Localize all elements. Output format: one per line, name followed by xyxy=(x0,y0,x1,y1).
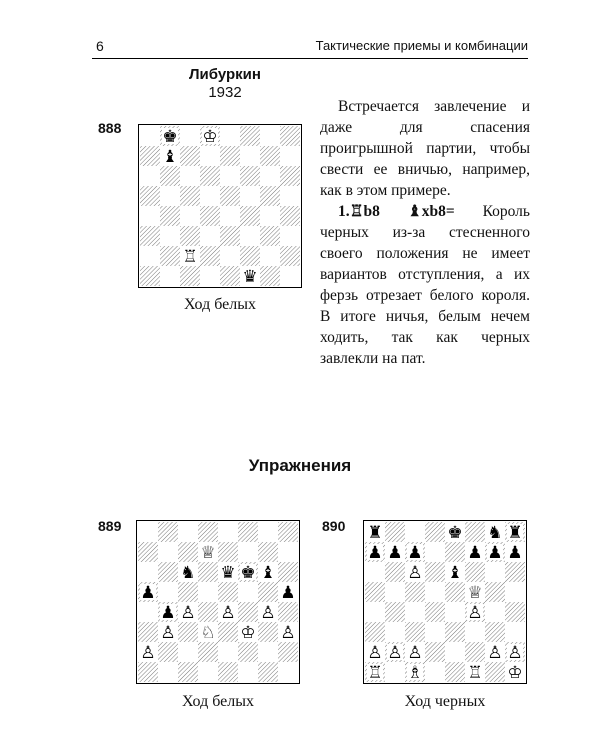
dark-square xyxy=(258,582,278,602)
dark-square xyxy=(240,206,260,226)
dark-square xyxy=(445,582,465,602)
white-rook-c2: ♖ xyxy=(182,247,198,267)
dark-square xyxy=(178,662,198,682)
dark-square xyxy=(425,642,445,662)
black-king-b8: ♚ xyxy=(162,127,178,147)
dark-square xyxy=(180,226,200,246)
problem-889-board xyxy=(136,520,300,684)
problem-890-board xyxy=(363,520,527,684)
black-pawn-h7: ♟ xyxy=(507,543,523,563)
dark-square xyxy=(485,582,505,602)
problem-890-number: 890 xyxy=(322,518,346,534)
dark-square xyxy=(280,166,300,186)
dark-square xyxy=(220,266,240,286)
dark-square xyxy=(218,622,238,642)
dark-square xyxy=(278,522,298,542)
problem-888-caption: Ход белых xyxy=(184,296,256,313)
commentary-paragraph-2-text: Король черных из-за стесненного своего положения не имеет вариантов отступления, а их ферзь отрезает белого короля. В итоге ничья, белым нечем ходить, так как черных завлекли на пат. xyxy=(320,203,530,367)
black-bishop-g6: ♝ xyxy=(260,563,276,583)
running-title: Тактические приемы и комбинации xyxy=(315,38,528,53)
problem-888-number: 888 xyxy=(98,120,122,136)
black-pawn-f7: ♟ xyxy=(467,543,483,563)
dark-square xyxy=(178,542,198,562)
dark-square xyxy=(198,522,218,542)
dark-square xyxy=(445,622,465,642)
dark-square xyxy=(278,562,298,582)
dark-square xyxy=(445,542,465,562)
dark-square xyxy=(178,622,198,642)
dark-square xyxy=(260,186,280,206)
dark-square xyxy=(280,246,300,266)
dark-square xyxy=(365,622,385,642)
dark-square xyxy=(140,186,160,206)
dark-square xyxy=(260,266,280,286)
dark-square xyxy=(405,622,425,642)
dark-square xyxy=(218,542,238,562)
dark-square xyxy=(278,602,298,622)
dark-square xyxy=(218,662,238,682)
white-pawn-h3: ♙ xyxy=(280,623,296,643)
header-rule xyxy=(92,58,528,59)
dark-square xyxy=(385,522,405,542)
dark-square xyxy=(160,206,180,226)
dark-square xyxy=(465,522,485,542)
black-pawn-h5: ♟ xyxy=(280,583,296,603)
commentary-paragraph-2 xyxy=(320,201,530,369)
dark-square xyxy=(485,662,505,682)
white-pawn-e4: ♙ xyxy=(220,603,236,623)
dark-square xyxy=(220,186,240,206)
black-pawn-b4: ♟ xyxy=(160,603,176,623)
dark-square xyxy=(198,642,218,662)
dark-square xyxy=(160,246,180,266)
dark-square xyxy=(138,662,158,682)
dark-square xyxy=(280,126,300,146)
problem-888-commentary xyxy=(320,96,530,369)
dark-square xyxy=(465,562,485,582)
dark-square xyxy=(505,602,525,622)
dark-square xyxy=(220,226,240,246)
problem-888-board xyxy=(138,124,302,288)
dark-square xyxy=(160,166,180,186)
dark-square xyxy=(138,542,158,562)
dark-square xyxy=(158,562,178,582)
white-bishop-c1: ♗ xyxy=(407,663,423,683)
dark-square xyxy=(158,522,178,542)
black-queen-f1: ♛ xyxy=(242,267,258,287)
white-king-d8: ♔ xyxy=(202,127,218,147)
dark-square xyxy=(258,662,278,682)
black-pawn-a7: ♟ xyxy=(367,543,383,563)
dark-square xyxy=(200,246,220,266)
dark-square xyxy=(278,642,298,662)
commentary-paragraph-1: Встречается завлечение и даже для спасения проигрышной партии, чтобы свести ее вничью, например, как в этом примере. xyxy=(320,98,530,199)
dark-square xyxy=(140,266,160,286)
dark-square xyxy=(180,146,200,166)
dark-square xyxy=(220,146,240,166)
dark-square xyxy=(485,622,505,642)
black-knight-c6: ♞ xyxy=(180,563,196,583)
dark-square xyxy=(200,206,220,226)
problem-889-number: 889 xyxy=(98,518,122,534)
white-pawn-c6: ♙ xyxy=(407,563,423,583)
black-king-e8: ♚ xyxy=(447,523,463,543)
problem-889-caption: Ход белых xyxy=(182,693,254,710)
dark-square xyxy=(218,582,238,602)
black-pawn-b7: ♟ xyxy=(387,543,403,563)
black-bishop-e6: ♝ xyxy=(447,563,463,583)
dark-square xyxy=(260,146,280,166)
dark-square xyxy=(385,562,405,582)
dark-square xyxy=(365,582,385,602)
page-number: 6 xyxy=(96,38,104,54)
dark-square xyxy=(200,166,220,186)
dark-square xyxy=(158,642,178,662)
white-pawn-c4: ♙ xyxy=(180,603,196,623)
dark-square xyxy=(425,522,445,542)
white-pawn-b2: ♙ xyxy=(387,643,403,663)
problem-890-caption: Ход черных xyxy=(404,693,486,710)
dark-square xyxy=(238,602,258,622)
black-queen-e6: ♛ xyxy=(220,563,236,583)
dark-square xyxy=(238,642,258,662)
black-rook-h8: ♜ xyxy=(507,523,523,543)
white-knight-d3: ♘ xyxy=(200,623,216,643)
white-rook-a1: ♖ xyxy=(367,663,383,683)
solution-move: 1.♖b8 ♝xb8= xyxy=(338,203,455,220)
black-pawn-c7: ♟ xyxy=(407,543,423,563)
dark-square xyxy=(240,246,260,266)
white-pawn-a2: ♙ xyxy=(367,643,383,663)
dark-square xyxy=(280,206,300,226)
dark-square xyxy=(405,582,425,602)
dark-square xyxy=(258,542,278,562)
dark-square xyxy=(240,126,260,146)
dark-square xyxy=(505,562,525,582)
white-king-h1: ♔ xyxy=(507,663,523,683)
white-pawn-f4: ♙ xyxy=(467,603,483,623)
black-pawn-a5: ♟ xyxy=(140,583,156,603)
dark-square xyxy=(140,226,160,246)
dark-square xyxy=(465,642,485,662)
white-rook-f1: ♖ xyxy=(467,663,483,683)
white-pawn-h2: ♙ xyxy=(507,643,523,663)
black-knight-g8: ♞ xyxy=(487,523,503,543)
problem-888-year: 1932 xyxy=(208,84,242,101)
dark-square xyxy=(198,562,218,582)
black-rook-a8: ♜ xyxy=(367,523,383,543)
dark-square xyxy=(445,662,465,682)
dark-square xyxy=(180,186,200,206)
dark-square xyxy=(238,522,258,542)
white-king-f3: ♔ xyxy=(240,623,256,643)
dark-square xyxy=(260,226,280,246)
white-pawn-g4: ♙ xyxy=(260,603,276,623)
dark-square xyxy=(140,146,160,166)
white-queen-d7: ♕ xyxy=(200,543,216,563)
dark-square xyxy=(138,622,158,642)
white-pawn-b3: ♙ xyxy=(160,623,176,643)
white-pawn-c2: ♙ xyxy=(407,643,423,663)
dark-square xyxy=(240,166,260,186)
black-pawn-g7: ♟ xyxy=(487,543,503,563)
dark-square xyxy=(385,602,405,622)
black-bishop-b7: ♝ xyxy=(162,147,178,167)
problem-888-author: Либуркин xyxy=(189,66,261,83)
dark-square xyxy=(198,602,218,622)
black-king-f6: ♚ xyxy=(240,563,256,583)
dark-square xyxy=(425,602,445,622)
dark-square xyxy=(180,266,200,286)
dark-square xyxy=(258,622,278,642)
dark-square xyxy=(425,562,445,582)
white-pawn-a2: ♙ xyxy=(140,643,156,663)
white-pawn-g2: ♙ xyxy=(487,643,503,663)
exercises-heading: Упражнения xyxy=(248,456,352,475)
dark-square xyxy=(178,582,198,602)
white-queen-f5: ♕ xyxy=(467,583,483,603)
